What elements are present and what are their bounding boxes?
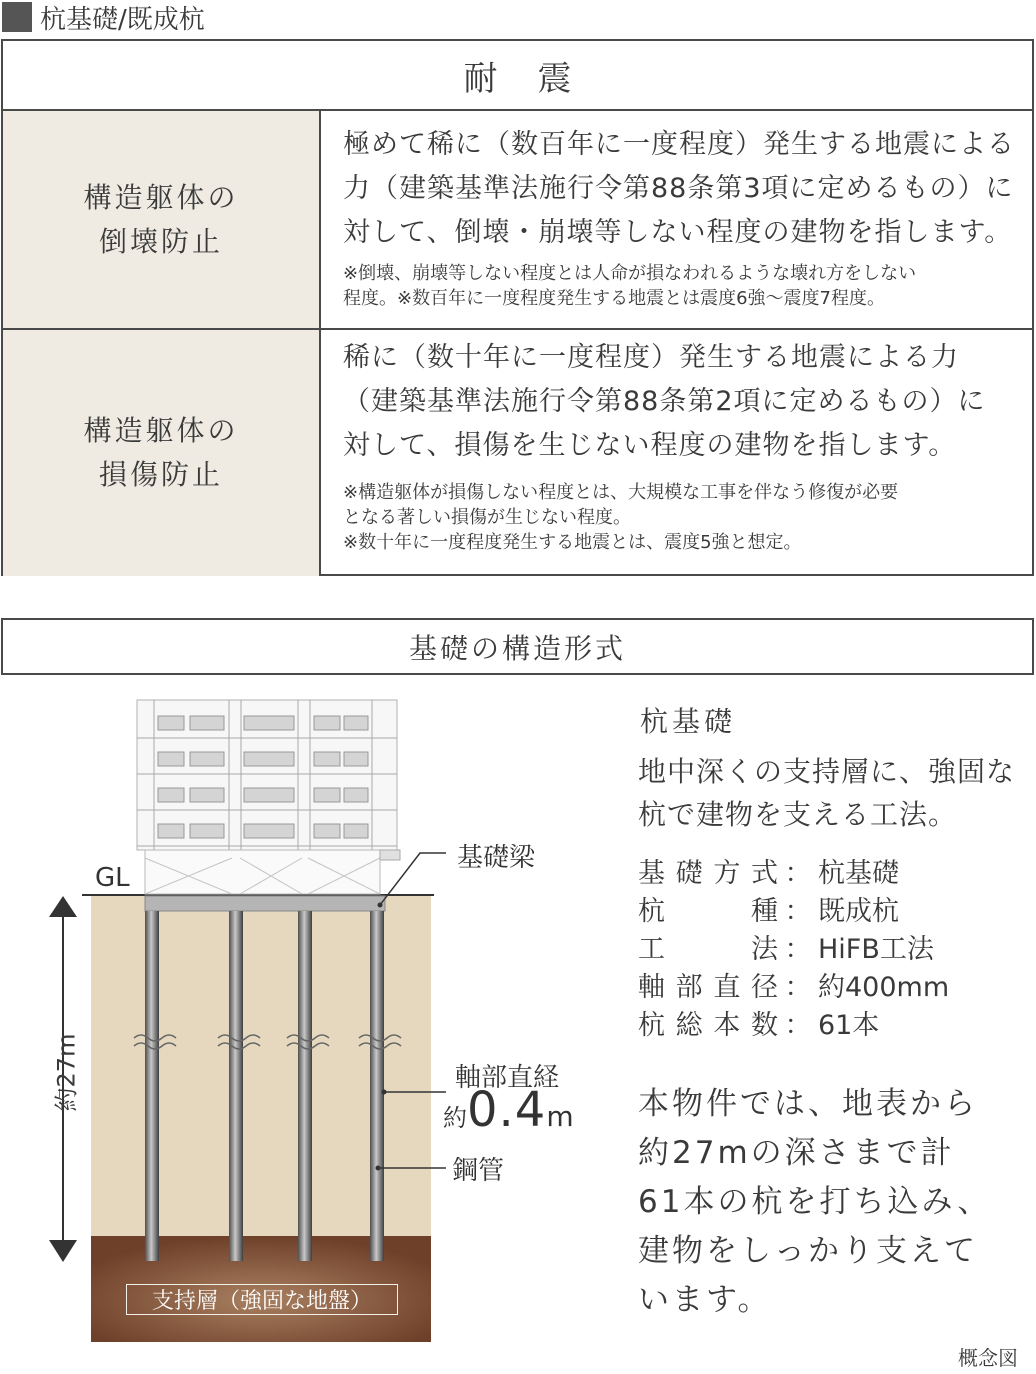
- spec-label: [638, 893, 778, 931]
- shaft-diameter-number: 0.4: [467, 1082, 547, 1138]
- spec-label: [638, 969, 778, 1007]
- row-header-line: 損傷防止: [98, 458, 223, 491]
- seismic-row-damage: [3, 330, 1032, 576]
- row-note-line: となる著しい損傷が生じない程度。: [343, 507, 631, 528]
- spec-label-char: 法: [751, 934, 778, 965]
- seismic-row-collapse: [3, 111, 1032, 330]
- shaft-diameter-label: 軸部直経: [455, 1063, 560, 1093]
- heading-square-icon: [2, 2, 32, 32]
- concept-diagram-note: 概念図: [958, 1346, 1018, 1370]
- spec-label-char: 本: [713, 1010, 741, 1041]
- description-line: 杭で建物を支える工法。: [638, 798, 958, 831]
- section-heading: [0, 0, 205, 34]
- spec-list: [638, 855, 1018, 1045]
- depth-label: [22, 1030, 106, 1114]
- spec-label-char: 直: [713, 972, 741, 1003]
- spec-label-char: 部: [675, 972, 703, 1003]
- spec-label: [638, 855, 778, 893]
- spec-label-char: 礎: [675, 858, 703, 889]
- shaft-diameter-prefix: 約: [443, 1104, 467, 1132]
- foundation-beam: [145, 896, 385, 911]
- foundation-title: 基礎の構造形式: [1, 618, 1034, 675]
- row-header-damage: [3, 330, 321, 576]
- spec-row: [638, 855, 1018, 893]
- building-illustration: [137, 700, 400, 894]
- pile-type-name: 杭基礎: [640, 705, 737, 738]
- spec-row: [638, 1007, 1018, 1045]
- summary-line: 建物をしっかり支えて: [638, 1233, 978, 1269]
- spec-label-char: 数: [750, 1010, 778, 1041]
- seismic-title: 耐震: [3, 41, 1032, 111]
- spec-label-char: 軸: [638, 972, 665, 1003]
- shaft-diameter-value: [443, 1082, 574, 1138]
- spec-label-char: 基: [638, 858, 665, 889]
- summary-line: います。: [638, 1282, 772, 1318]
- description-line: 地中深くの支持層に、強固な: [638, 755, 1016, 788]
- spec-value: 既成杭: [818, 896, 899, 927]
- seismic-table: [1, 39, 1034, 576]
- spec-label-char: 方: [713, 858, 741, 889]
- row-text-line: 極めて稀に（数百年に一度程度）発生する地震による: [343, 129, 1015, 160]
- heading-text: 杭基礎/既成杭: [40, 4, 205, 35]
- row-note-line: 程度。※数百年に一度程度発生する地震とは震度6強～震度7程度。: [343, 288, 885, 309]
- gl-label: GL: [95, 863, 130, 893]
- spec-label-char: 総: [675, 1010, 703, 1041]
- steel-pipe-label: 鋼管: [452, 1156, 505, 1186]
- spec-label-char: 径: [750, 972, 778, 1003]
- spec-label: [638, 1007, 778, 1045]
- row-text-line: 稀に（数十年に一度程度）発生する地震による力: [343, 342, 959, 373]
- spec-colon: ：: [784, 896, 812, 927]
- row-note-line: ※構造躯体が損傷しない程度とは、大規模な工事を伴なう修復が必要: [343, 482, 899, 503]
- spec-value: 約400mm: [818, 972, 950, 1003]
- spec-label-char: 杭: [638, 896, 665, 927]
- spec-value: 杭基礎: [818, 858, 899, 889]
- bearing-layer-label: 支持層（強固な地盤）: [126, 1284, 398, 1315]
- row-text-line: 対して、倒壊・崩壊等しない程度の建物を指します。: [343, 217, 1013, 248]
- spec-label: [638, 931, 778, 969]
- row-body-damage: [343, 336, 1029, 555]
- summary-line: 本物件では、地表から: [638, 1086, 978, 1122]
- shaft-diameter-unit: m: [546, 1100, 574, 1133]
- row-text-line: 対して、損傷を生じない程度の建物を指します。: [343, 430, 957, 461]
- spec-colon: ：: [784, 1010, 812, 1041]
- row-header-line: 構造躯体の: [83, 414, 239, 447]
- row-header-line: 倒壊防止: [98, 224, 223, 258]
- spec-row: [638, 893, 1018, 931]
- summary-line: 約27mの深さまで計: [638, 1135, 955, 1171]
- foundation-beam-label: 基礎梁: [457, 843, 536, 873]
- pile-foundation-diagram: [0, 690, 600, 1360]
- spec-row: [638, 969, 1018, 1007]
- row-header-line: 構造躯体の: [83, 180, 239, 214]
- row-note-line: ※倒壊、崩壊等しない程度とは人命が損なわれるような壊れ方をしない: [343, 263, 917, 284]
- summary-line: 61本の杭を打ち込み、: [638, 1184, 992, 1220]
- spec-label-char: 工: [638, 934, 665, 965]
- spec-value: HiFB工法: [818, 934, 934, 965]
- depth-text: 約27m: [52, 1033, 81, 1111]
- spec-colon: ：: [784, 972, 812, 1003]
- spec-label-char: 杭: [638, 1010, 665, 1041]
- row-text-line: 力（建築基準法施行令第88条第3項に定めるもの）に: [343, 173, 1014, 204]
- row-header-collapse: [3, 111, 321, 328]
- row-text-line: （建築基準法施行令第88条第2項に定めるもの）に: [343, 386, 986, 417]
- row-body-collapse: [343, 123, 1029, 311]
- summary-text: [638, 1080, 991, 1325]
- spec-colon: ：: [784, 934, 812, 965]
- spec-colon: ：: [784, 858, 812, 889]
- spec-value: 61本: [818, 1010, 880, 1041]
- spec-label-char: 式: [750, 858, 778, 889]
- spec-label-char: 種: [751, 896, 778, 927]
- pile-description: [638, 750, 1015, 836]
- spec-row: [638, 931, 1018, 969]
- row-note-line: ※数十年に一度程度発生する地震とは、震度5強と想定。: [343, 532, 802, 553]
